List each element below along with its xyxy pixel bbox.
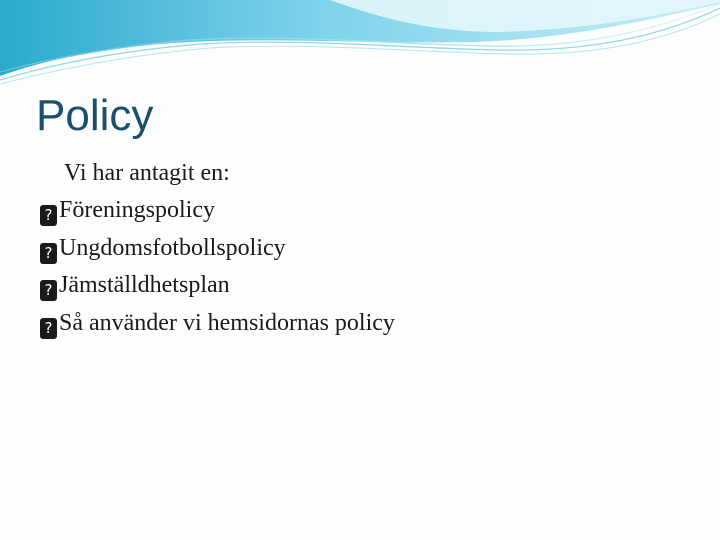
- list-item-label: Föreningspolicy: [59, 197, 215, 223]
- list-item: [40, 305, 680, 343]
- list-item-label: Så använder vi hemsidornas policy: [59, 309, 395, 336]
- list-item-label: Ungdomsfotbollspolicy: [59, 234, 286, 261]
- list-item-label: Jämställdhetsplan: [59, 272, 230, 298]
- list-item: [40, 267, 680, 305]
- missing-glyph-bullet-icon: ?: [40, 243, 57, 264]
- list-item: [40, 230, 680, 268]
- intro-text: Vi har antagit en:: [64, 160, 230, 186]
- header-wave-decoration: [0, 0, 720, 90]
- policy-list: [40, 192, 680, 342]
- missing-glyph-bullet-icon: ?: [40, 318, 57, 339]
- missing-glyph-bullet-icon: ?: [40, 280, 57, 301]
- missing-glyph-bullet-icon: ?: [40, 205, 57, 226]
- slide-body: [40, 155, 680, 342]
- slide-title: Policy: [36, 91, 154, 140]
- list-item: [40, 192, 680, 230]
